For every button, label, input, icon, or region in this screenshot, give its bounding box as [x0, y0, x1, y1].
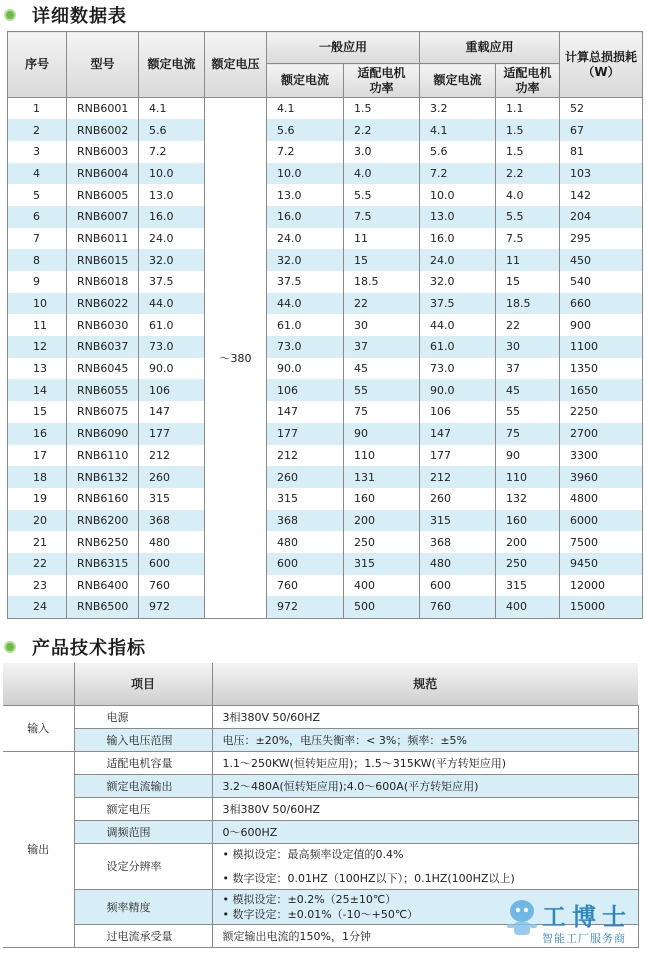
cell-heavy-power: 400: [496, 596, 560, 618]
cell-rated-current: 106: [139, 379, 205, 401]
cell-rated-current: 368: [139, 510, 205, 532]
cell-rated-current: 61.0: [139, 314, 205, 336]
logo-brand-text: 工博士: [542, 903, 632, 931]
cell-loss: 1650: [560, 379, 643, 401]
cell-model: RNB6400: [67, 575, 139, 597]
cell-general-current: 212: [267, 445, 344, 467]
cell-loss: 2700: [560, 423, 643, 445]
spec-frequency-range: 0～600HZ: [212, 820, 638, 843]
table-row: [8, 249, 643, 271]
table-row: [8, 596, 643, 618]
cell-general-current: 147: [267, 401, 344, 423]
table-row: [8, 466, 643, 488]
cell-heavy-current: 368: [420, 531, 496, 553]
cell-seq: 5: [8, 184, 67, 206]
table-row: [8, 510, 643, 532]
cell-general-current: 480: [267, 531, 344, 553]
cell-loss: 15000: [560, 596, 643, 618]
cell-rated-current: 212: [139, 445, 205, 467]
cell-heavy-power: 37: [496, 358, 560, 380]
table-row: [8, 141, 643, 163]
cell-general-current: 37.5: [267, 271, 344, 293]
cell-heavy-power: 75: [496, 423, 560, 445]
header-seq: 序号: [8, 32, 67, 98]
cell-general-current: 16.0: [267, 206, 344, 228]
spec-rated-voltage: 3相380V 50/60HZ: [212, 797, 638, 820]
cell-heavy-power: 1.1: [496, 98, 560, 120]
cell-heavy-current: 24.0: [420, 249, 496, 271]
cell-rated-current: 972: [139, 596, 205, 618]
cell-general-current: 368: [267, 510, 344, 532]
cell-heavy-current: 315: [420, 510, 496, 532]
cell-general-current: 73.0: [267, 336, 344, 358]
cell-heavy-power: 55: [496, 401, 560, 423]
cell-rated-current: 13.0: [139, 184, 205, 206]
cell-seq: 9: [8, 271, 67, 293]
cell-general-current: 760: [267, 575, 344, 597]
cell-heavy-current: 4.1: [420, 119, 496, 141]
header-heavy-use: 重载应用: [420, 32, 560, 64]
cell-heavy-power: 2.2: [496, 163, 560, 185]
cell-heavy-power: 15: [496, 271, 560, 293]
cell-heavy-current: 37.5: [420, 293, 496, 315]
table-row: [8, 488, 643, 510]
table-row: [8, 98, 643, 120]
section-title-text: 产品技术指标: [32, 638, 146, 659]
cell-general-current: 7.2: [267, 141, 344, 163]
cell-general-current: 4.1: [267, 98, 344, 120]
table-row: [8, 336, 643, 358]
brand-logo: [502, 895, 642, 950]
cell-heavy-current: 13.0: [420, 206, 496, 228]
cell-heavy-current: 212: [420, 466, 496, 488]
cell-rated-current: 44.0: [139, 293, 205, 315]
cell-heavy-current: 5.6: [420, 141, 496, 163]
cell-rated-current: 24.0: [139, 228, 205, 250]
cell-seq: 19: [8, 488, 67, 510]
cell-model: RNB6132: [67, 466, 139, 488]
table-row: [8, 379, 643, 401]
cell-seq: 15: [8, 401, 67, 423]
cell-seq: 12: [8, 336, 67, 358]
cell-general-power: 15: [344, 249, 420, 271]
cell-general-power: 5.5: [344, 184, 420, 206]
table-row: [8, 206, 643, 228]
cell-heavy-power: 30: [496, 336, 560, 358]
cell-model: RNB6004: [67, 163, 139, 185]
table-row: [8, 358, 643, 380]
cell-general-current: 24.0: [267, 228, 344, 250]
cell-general-power: 90: [344, 423, 420, 445]
cell-general-power: 18.5: [344, 271, 420, 293]
table-row: [8, 401, 643, 423]
spec-rated-output-current: 3.2～480A(恒转矩应用);4.0～600A(平方转矩应用): [212, 774, 638, 797]
header-model: 型号: [67, 32, 139, 98]
cell-rated-current: 5.6: [139, 119, 205, 141]
bullet-dot-icon: [4, 641, 16, 653]
spec-setting-resolution: [212, 843, 638, 889]
header-general-power: 适配电机功率: [344, 64, 420, 98]
spec-line: • 数字设定：±0.01%（-10～+50℃）: [222, 907, 419, 921]
cell-loss: 6000: [560, 510, 643, 532]
cell-loss: 81: [560, 141, 643, 163]
header-item: 项目: [74, 663, 212, 705]
cell-seq: 2: [8, 119, 67, 141]
cell-heavy-power: 1.5: [496, 119, 560, 141]
cell-loss: 660: [560, 293, 643, 315]
spec-line: • 模拟设定：最高频率设定值的0.4%: [222, 847, 404, 861]
cell-heavy-current: 480: [420, 553, 496, 575]
cell-seq: 21: [8, 531, 67, 553]
cell-heavy-power: 7.5: [496, 228, 560, 250]
cell-seq: 22: [8, 553, 67, 575]
cell-general-current: 260: [267, 466, 344, 488]
item-overcurrent-capacity: 过电流承受量: [74, 924, 212, 947]
cell-loss: 142: [560, 184, 643, 206]
cell-general-current: 5.6: [267, 119, 344, 141]
item-input-voltage-range: 输入电压范围: [74, 728, 212, 751]
cell-rated-current: 600: [139, 553, 205, 575]
table-row: [8, 553, 643, 575]
cell-seq: 14: [8, 379, 67, 401]
cell-heavy-power: 132: [496, 488, 560, 510]
item-rated-output-current: 额定电流输出: [74, 774, 212, 797]
cell-loss: 450: [560, 249, 643, 271]
cell-general-current: 61.0: [267, 314, 344, 336]
cell-model: RNB6018: [67, 271, 139, 293]
cell-model: RNB6110: [67, 445, 139, 467]
cell-heavy-power: 18.5: [496, 293, 560, 315]
cell-general-power: 400: [344, 575, 420, 597]
cell-rated-current: 16.0: [139, 206, 205, 228]
cell-rated-current: 147: [139, 401, 205, 423]
table-row: [8, 184, 643, 206]
cell-model: RNB6075: [67, 401, 139, 423]
cell-general-power: 7.5: [344, 206, 420, 228]
item-frequency-accuracy: 频率精度: [74, 889, 212, 924]
cell-heavy-power: 45: [496, 379, 560, 401]
cell-rated-current: 315: [139, 488, 205, 510]
cell-seq: 24: [8, 596, 67, 618]
cell-heavy-power: 90: [496, 445, 560, 467]
category-output: 输出: [3, 751, 74, 947]
cell-seq: 10: [8, 293, 67, 315]
cell-seq: 3: [8, 141, 67, 163]
cell-general-power: 131: [344, 466, 420, 488]
section-title-tech-specs: [4, 636, 146, 658]
cell-loss: 1100: [560, 336, 643, 358]
cell-heavy-power: 160: [496, 510, 560, 532]
cell-seq: 17: [8, 445, 67, 467]
cell-rated-voltage: ～380: [205, 98, 267, 619]
cell-model: RNB6315: [67, 553, 139, 575]
item-motor-capacity: 适配电机容量: [74, 751, 212, 774]
cell-heavy-current: 106: [420, 401, 496, 423]
cell-seq: 20: [8, 510, 67, 532]
cell-loss: 9450: [560, 553, 643, 575]
section-title-data-table: [4, 4, 127, 26]
header-general-use: 一般应用: [267, 32, 420, 64]
cell-heavy-current: 44.0: [420, 314, 496, 336]
cell-general-current: 600: [267, 553, 344, 575]
table-row: [8, 445, 643, 467]
section-title-text: 详细数据表: [32, 6, 127, 27]
cell-general-power: 37: [344, 336, 420, 358]
cell-loss: 4800: [560, 488, 643, 510]
cell-seq: 16: [8, 423, 67, 445]
cell-rated-current: 480: [139, 531, 205, 553]
cell-general-power: 75: [344, 401, 420, 423]
cell-loss: 1350: [560, 358, 643, 380]
cell-rated-current: 7.2: [139, 141, 205, 163]
mascot-icon: [504, 897, 540, 941]
header-heavy-power: 适配电机功率: [496, 64, 560, 98]
cell-heavy-current: 7.2: [420, 163, 496, 185]
header-rated-voltage: 额定电压: [205, 32, 267, 98]
cell-heavy-power: 11: [496, 249, 560, 271]
cell-heavy-current: 16.0: [420, 228, 496, 250]
cell-general-power: 30: [344, 314, 420, 336]
cell-rated-current: 90.0: [139, 358, 205, 380]
table-row: [8, 423, 643, 445]
cell-loss: 7500: [560, 531, 643, 553]
cell-general-current: 32.0: [267, 249, 344, 271]
cell-seq: 1: [8, 98, 67, 120]
cell-heavy-power: 5.5: [496, 206, 560, 228]
cell-heavy-current: 177: [420, 445, 496, 467]
cell-general-current: 106: [267, 379, 344, 401]
cell-rated-current: 73.0: [139, 336, 205, 358]
cell-model: RNB6160: [67, 488, 139, 510]
cell-general-power: 45: [344, 358, 420, 380]
cell-heavy-current: 73.0: [420, 358, 496, 380]
cell-general-current: 90.0: [267, 358, 344, 380]
cell-general-power: 3.0: [344, 141, 420, 163]
item-setting-resolution: 设定分辨率: [74, 843, 212, 889]
cell-heavy-power: 110: [496, 466, 560, 488]
spec-power-supply: 3相380V 50/60HZ: [212, 705, 638, 728]
cell-loss: 204: [560, 206, 643, 228]
table-row: [8, 163, 643, 185]
cell-general-power: 500: [344, 596, 420, 618]
cell-rated-current: 37.5: [139, 271, 205, 293]
cell-model: RNB6011: [67, 228, 139, 250]
cell-general-power: 1.5: [344, 98, 420, 120]
cell-model: RNB6022: [67, 293, 139, 315]
table-row: [8, 293, 643, 315]
cell-general-power: 55: [344, 379, 420, 401]
category-input: 输入: [3, 705, 74, 751]
cell-general-power: 160: [344, 488, 420, 510]
cell-heavy-current: 600: [420, 575, 496, 597]
cell-heavy-current: 32.0: [420, 271, 496, 293]
cell-general-power: 200: [344, 510, 420, 532]
cell-seq: 8: [8, 249, 67, 271]
cell-seq: 6: [8, 206, 67, 228]
cell-general-power: 4.0: [344, 163, 420, 185]
cell-loss: 900: [560, 314, 643, 336]
cell-heavy-current: 10.0: [420, 184, 496, 206]
cell-general-power: 2.2: [344, 119, 420, 141]
header-total-loss: 计算总损损耗（W）: [560, 32, 643, 98]
cell-model: RNB6037: [67, 336, 139, 358]
cell-model: RNB6200: [67, 510, 139, 532]
cell-model: RNB6055: [67, 379, 139, 401]
cell-general-power: 110: [344, 445, 420, 467]
cell-heavy-current: 3.2: [420, 98, 496, 120]
cell-loss: 295: [560, 228, 643, 250]
cell-seq: 13: [8, 358, 67, 380]
cell-loss: 103: [560, 163, 643, 185]
cell-heavy-power: 250: [496, 553, 560, 575]
cell-general-current: 44.0: [267, 293, 344, 315]
cell-seq: 18: [8, 466, 67, 488]
cell-general-current: 10.0: [267, 163, 344, 185]
cell-loss: 3960: [560, 466, 643, 488]
header-general-current: 额定电流: [267, 64, 344, 98]
cell-loss: 52: [560, 98, 643, 120]
table-row: [8, 531, 643, 553]
cell-heavy-current: 90.0: [420, 379, 496, 401]
cell-seq: 23: [8, 575, 67, 597]
cell-rated-current: 260: [139, 466, 205, 488]
cell-general-power: 22: [344, 293, 420, 315]
cell-loss: 2250: [560, 401, 643, 423]
bullet-dot-icon: [4, 9, 16, 21]
cell-general-current: 972: [267, 596, 344, 618]
cell-heavy-current: 760: [420, 596, 496, 618]
cell-model: RNB6045: [67, 358, 139, 380]
header-heavy-current: 额定电流: [420, 64, 496, 98]
cell-seq: 11: [8, 314, 67, 336]
spec-line: • 模拟设定：±0.2%（25±10℃）: [222, 892, 397, 906]
cell-general-current: 315: [267, 488, 344, 510]
spec-line: • 数字设定：0.01HZ（100HZ以下）；0.1HZ(100HZ以上): [222, 871, 515, 885]
table-row: [8, 271, 643, 293]
cell-model: RNB6007: [67, 206, 139, 228]
cell-general-power: 11: [344, 228, 420, 250]
cell-model: RNB6005: [67, 184, 139, 206]
cell-loss: 67: [560, 119, 643, 141]
table-row: [8, 119, 643, 141]
cell-model: RNB6250: [67, 531, 139, 553]
cell-heavy-power: 22: [496, 314, 560, 336]
table-row: [8, 314, 643, 336]
logo-tagline: 智能工厂服务商: [542, 932, 626, 945]
cell-seq: 7: [8, 228, 67, 250]
cell-heavy-current: 260: [420, 488, 496, 510]
cell-model: RNB6001: [67, 98, 139, 120]
item-frequency-range: 调频范围: [74, 820, 212, 843]
cell-heavy-power: 315: [496, 575, 560, 597]
cell-general-power: 250: [344, 531, 420, 553]
cell-seq: 4: [8, 163, 67, 185]
cell-model: RNB6003: [67, 141, 139, 163]
cell-model: RNB6500: [67, 596, 139, 618]
cell-rated-current: 760: [139, 575, 205, 597]
cell-model: RNB6090: [67, 423, 139, 445]
table-row: [8, 228, 643, 250]
cell-loss: 3300: [560, 445, 643, 467]
cell-heavy-current: 147: [420, 423, 496, 445]
cell-general-current: 177: [267, 423, 344, 445]
item-rated-voltage: 额定电压: [74, 797, 212, 820]
cell-heavy-current: 61.0: [420, 336, 496, 358]
cell-loss: 540: [560, 271, 643, 293]
cell-rated-current: 177: [139, 423, 205, 445]
cell-rated-current: 4.1: [139, 98, 205, 120]
header-category: [3, 663, 74, 705]
spec-motor-capacity: 1.1～250KW(恒转矩应用)；1.5～315KW(平方转矩应用): [212, 751, 638, 774]
cell-general-current: 13.0: [267, 184, 344, 206]
item-power-supply: 电源: [74, 705, 212, 728]
cell-heavy-power: 200: [496, 531, 560, 553]
table-row: [8, 575, 643, 597]
cell-model: RNB6015: [67, 249, 139, 271]
cell-rated-current: 10.0: [139, 163, 205, 185]
spec-input-voltage-range: 电压：±20%，电压失衡率：< 3%；频率：±5%: [212, 728, 638, 751]
spec-data-table: [7, 31, 643, 619]
cell-model: RNB6030: [67, 314, 139, 336]
cell-general-power: 315: [344, 553, 420, 575]
cell-heavy-power: 4.0: [496, 184, 560, 206]
cell-model: RNB6002: [67, 119, 139, 141]
cell-heavy-power: 1.5: [496, 141, 560, 163]
header-spec: 规范: [212, 663, 638, 705]
cell-loss: 12000: [560, 575, 643, 597]
cell-rated-current: 32.0: [139, 249, 205, 271]
header-rated-current: 额定电流: [139, 32, 205, 98]
spec-overcurrent-capacity: 额定输出电流的150%，1分钟: [212, 924, 638, 947]
